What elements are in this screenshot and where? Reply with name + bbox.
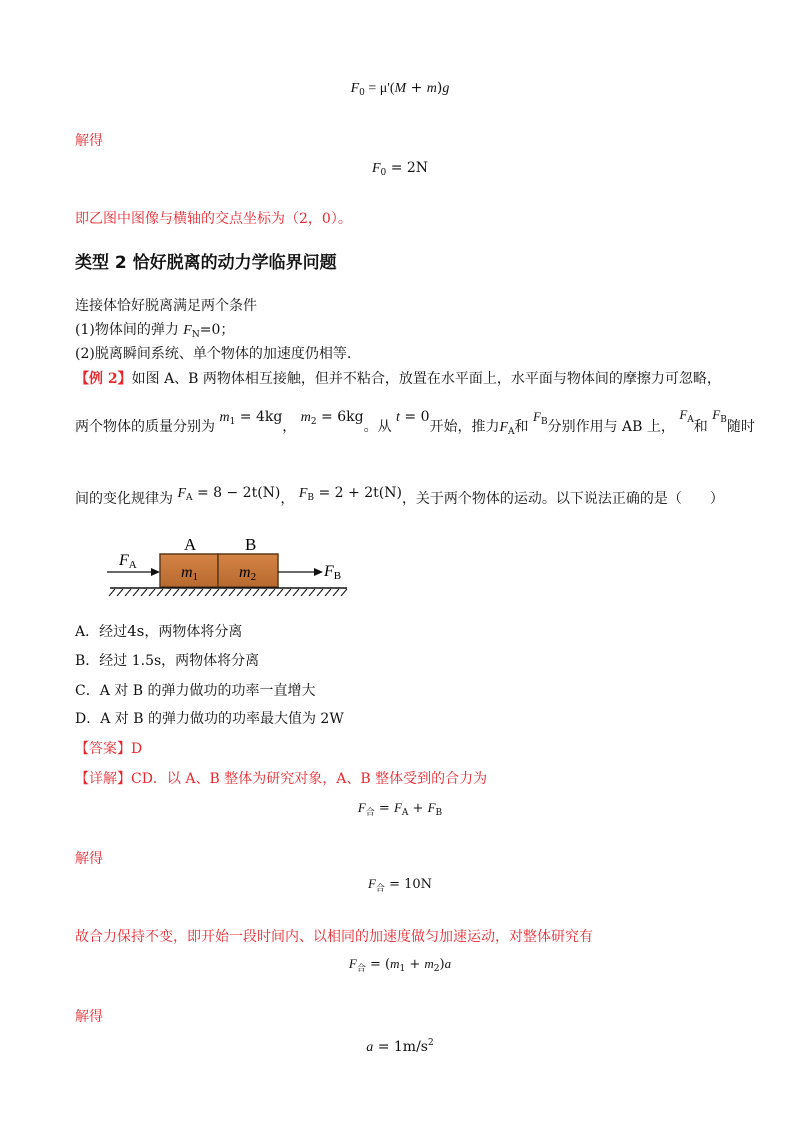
mass2-expression: $m_2 = 6kg$ [300,409,364,427]
conclusion-2: 故合力保持不变，即开始一段时间内、以相同的加速度做匀加速运动，对整体研究有 [75,929,593,945]
force-b-label: FB [324,563,342,582]
time-zero-expression: t = 0 [396,409,430,425]
equation-newton: $F_合 = (m_1 + m_2)a$ [348,956,452,974]
solve-label-3: 解得 [75,1009,103,1025]
mass2-label: m2 [239,564,257,583]
intro-line-3: (2)脱离瞬间系统、单个物体的加速度仍相等. [75,346,352,362]
option-b[interactable]: B．经过 1.5s，两物体将分离 [75,653,260,669]
force-a-label: FA [119,552,137,571]
equation-acceleration: $a = 1m/s^2$ [366,1038,434,1055]
example-line-2: 两个物体的质量分别为 $m_1 = 4kg$， $m_2 = 6kg$。从 t = 0开始，推力$F_A$和 $F_B$分别作用与 AB 上， $F_A$和 $F_B$随时 [75,407,755,437]
intro-line-1: 连接体恰好脱离满足两个条件 [75,298,257,314]
equation-net-force: $F_合 = F_A + F_B$ [357,800,443,818]
force-a-arrowhead [151,568,160,576]
force-b-law: $F_B = 2 + 2t(N)$ [298,485,402,503]
answer-value: D [131,741,143,757]
conclusion-text: 即乙图中图像与横轴的交点坐标为（2，0）。 [75,211,352,227]
section-heading: 类型 2 恰好脱离的动力学临界问题 [75,253,337,273]
answer-line: 【答案】D [75,741,143,757]
blocks-figure [105,530,355,605]
mass1-expression: $m_1 = 4kg$ [219,409,283,427]
equation-result-f0: $F_0 = 2N$ [371,160,429,178]
solve-label-2: 解得 [75,851,103,867]
equation-friction-force: $F_0 = \mu'(M + m)g$ [350,80,450,98]
label-b: B [245,535,257,554]
force-b-arrowhead [314,568,323,576]
force-a-symbol-2: $F_A$ [679,407,694,425]
example-line-3: 间的变化规律为 $F_A = 8 - 2t(N)$， $F_B = 2 + 2t(N)$，关于两个物体的运动。以下说法正确的是（ ） [75,485,724,507]
force-b-symbol-2: $F_B$ [712,407,727,425]
intro-line-2: (1)物体间的弹力 $F_N=0$； [75,322,235,340]
option-c[interactable]: C．A 对 B 的弹力做功的功率一直增大 [75,683,316,699]
option-a[interactable]: A．经过4s，两物体将分离 [75,622,243,640]
force-a-law: $F_A = 8 - 2t(N)$ [177,485,281,503]
label-a: A [184,535,197,554]
equation-net-force-value: $F_合 = 10N$ [367,876,433,894]
mass1-label: m1 [181,564,199,583]
solve-label: 解得 [75,133,103,149]
example-line-1: 【例 2】如图 A、B 两物体相互接触，但并不粘合，放置在水平面上，水平面与物体间的摩擦力可忽略， [75,371,721,387]
detail-line: 【详解】CD．以 A、B 整体为研究对象，A、B 整体受到的合力为 [75,771,488,787]
ground-hatching [109,589,347,596]
force-b-symbol: $F_B$ [533,409,548,427]
option-d[interactable]: D．A 对 B 的弹力做功的功率最大值为 2W [75,711,344,727]
